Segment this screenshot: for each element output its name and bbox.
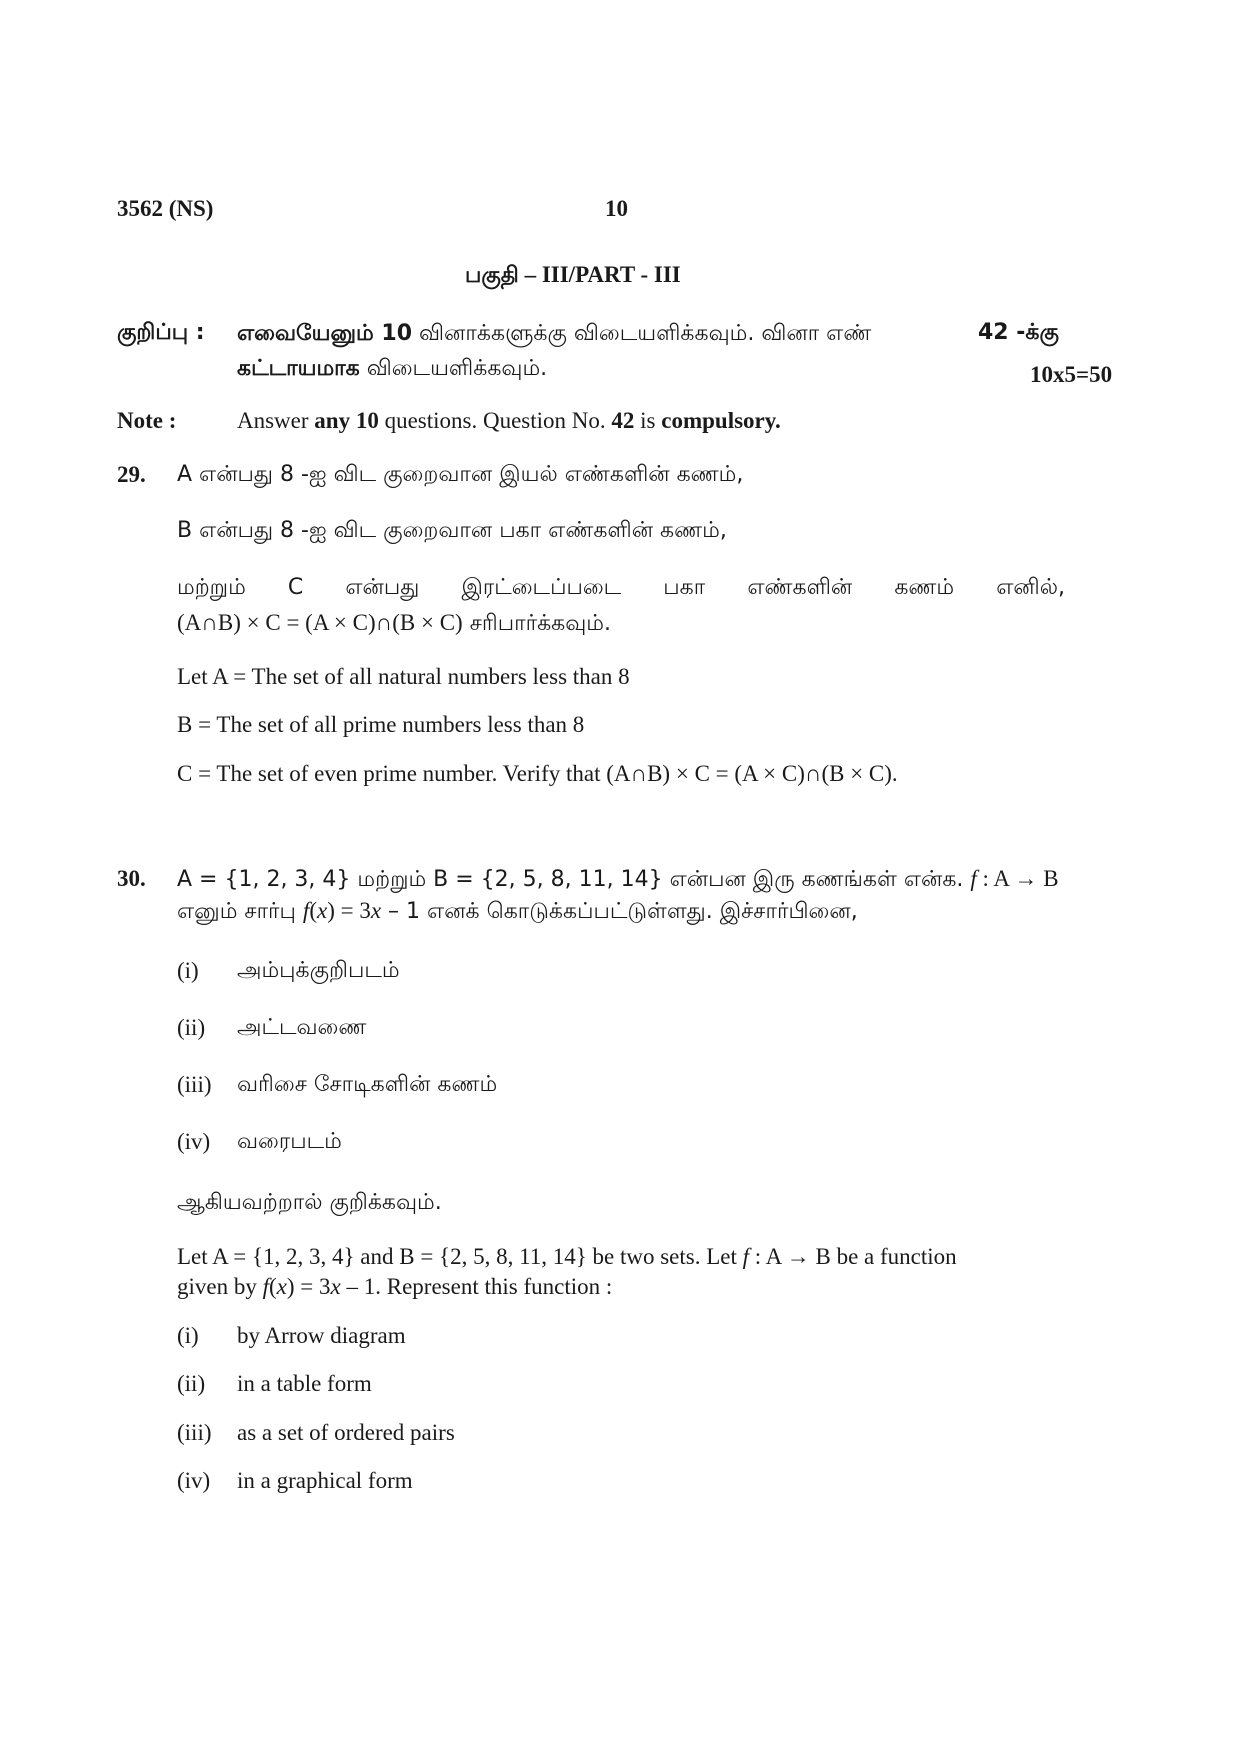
q30-en-item-text: by Arrow diagram [237, 1323, 406, 1348]
part-sep: – [518, 262, 542, 287]
q30-en2-b: ( [269, 1274, 277, 1299]
q29-ta-line3: மற்றும் C என்பது இரட்டைப்படை பகா எண்களின் கணம் எனில், [177, 575, 1065, 600]
q30-en-item-text: as a set of ordered pairs [237, 1420, 455, 1445]
q30-ta2-d: – 1 எனக் கொடுக்கப்பட்டுள்ளது. இச்சார்பினை, [381, 899, 858, 924]
q30-en2-x2: x [330, 1274, 341, 1299]
q30-en-item-text: in a graphical form [237, 1468, 413, 1493]
part-tamil: பகுதி [465, 263, 519, 288]
q30-en2-x: x [276, 1274, 287, 1299]
q29-en-line1: Let A = The set of all natural numbers less than 8 [177, 664, 630, 689]
q30-ta-item-num: (ii) [177, 1015, 206, 1040]
q29-ta-line2: B என்பது 8 -ஐ விட குறைவான பகா எண்களின் கணம், [177, 518, 727, 543]
q30-ta1-f: f [970, 866, 977, 891]
note-compulsory-ta: கட்டாயமாக [237, 356, 360, 381]
q30-number: 30. [117, 866, 146, 891]
note-en-t3: is [634, 408, 662, 433]
q30-ta2-f: f [302, 898, 310, 923]
q30-ta2-c: ) = 3 [327, 898, 371, 923]
q30-ta-item-num: (iv) [177, 1129, 211, 1154]
q30-en-item-num: (ii) [177, 1371, 206, 1396]
q30-en2-c: ) = 3 [286, 1274, 331, 1299]
note-tamil-line1 [237, 320, 871, 349]
q30-ta-item-text: வரைபடம் [237, 1129, 342, 1154]
q29-number: 29. [117, 462, 146, 487]
note-english-text [237, 408, 781, 434]
note-q42-ta: 42 -க்கு [978, 320, 1059, 345]
q29-en-line3: C = The set of even prime number. Verify that (A∩B) × C = (A × C)∩(B × C). [177, 761, 898, 786]
note-en-b1: any 10 [314, 408, 379, 433]
note-en-b3: compulsory. [661, 408, 781, 433]
q30-en2-f: f [262, 1274, 269, 1299]
part-heading [465, 262, 681, 291]
q30-ta-closing: ஆகியவற்றால் குறிக்கவும். [177, 1190, 442, 1215]
q30-en-item-text: in a table form [237, 1371, 372, 1396]
note-text2-ta: விடையளிக்கவும். [359, 356, 548, 381]
q30-en2-a: given by [177, 1274, 263, 1299]
paper-code: 3562 (NS) [117, 196, 214, 221]
q30-ta2-b: ( [309, 898, 317, 923]
q30-en-line1 [177, 1244, 957, 1270]
q30-ta-line1 [177, 866, 1059, 895]
q30-ta-item-text: வரிசை சோடிகளின் கணம் [237, 1072, 498, 1097]
q30-ta-line2 [177, 898, 858, 927]
q30-ta1-a: A = {1, 2, 3, 4} மற்றும் B = {2, 5, 8, 11, 14} என்பன இரு கணங்கள் என்க. [177, 867, 971, 892]
q30-en-item-num: (iv) [177, 1468, 211, 1493]
q30-ta2-x2: x [370, 898, 382, 923]
q29-verify-ta: சரிபார்க்கவும். [462, 611, 611, 636]
page-number: 10 [605, 196, 628, 221]
q30-en-line2 [177, 1274, 612, 1300]
part-label: III/PART - III [541, 262, 681, 287]
q30-ta-item-num: (i) [177, 958, 199, 983]
note-text-ta: வினாக்களுக்கு விடையளிக்கவும். வினா எண் [412, 321, 872, 346]
note-en-b2: 42 [611, 408, 635, 433]
q29-ta-line1: A என்பது 8 -ஐ விட குறைவான இயல் எண்களின் கணம், [177, 462, 744, 487]
note-en-t2: questions. Question No. [378, 408, 612, 433]
note-tamil-line2 [237, 355, 547, 384]
note-english-label: Note : [117, 408, 177, 433]
q30-ta-item-text: அம்புக்குறிபடம் [237, 958, 400, 983]
q30-en2-d: – 1. Represent this function : [340, 1274, 613, 1299]
q30-ta2-x: x [316, 898, 328, 923]
q30-en-item-num: (i) [177, 1323, 199, 1348]
q30-ta-item-text: அட்டவணை [237, 1015, 367, 1040]
marks-scheme: 10x5=50 [1030, 362, 1113, 387]
q30-en1-b: : A → B be a function [749, 1244, 957, 1269]
q30-ta1-b: : A → B [976, 866, 1059, 891]
q30-en1-f: f [742, 1244, 750, 1269]
note-tamil-label: குறிப்பு : [117, 320, 205, 345]
q30-ta2-a: எனும் சார்பு [177, 899, 303, 924]
q30-en-item-num: (iii) [177, 1420, 212, 1445]
q29-ta-line4 [177, 610, 611, 639]
q29-equation-ta: (A∩B) × C = (A × C)∩(B × C) [177, 610, 463, 635]
q30-en1-a: Let A = {1, 2, 3, 4} and B = {2, 5, 8, 11, 14} be two sets. Let [177, 1244, 743, 1269]
q30-ta-item-num: (iii) [177, 1072, 212, 1097]
note-en-t1: Answer [237, 408, 315, 433]
note-any10-ta: எவையேனும் 10 [237, 321, 413, 346]
q29-en-line2: B = The set of all prime numbers less than 8 [177, 712, 585, 737]
